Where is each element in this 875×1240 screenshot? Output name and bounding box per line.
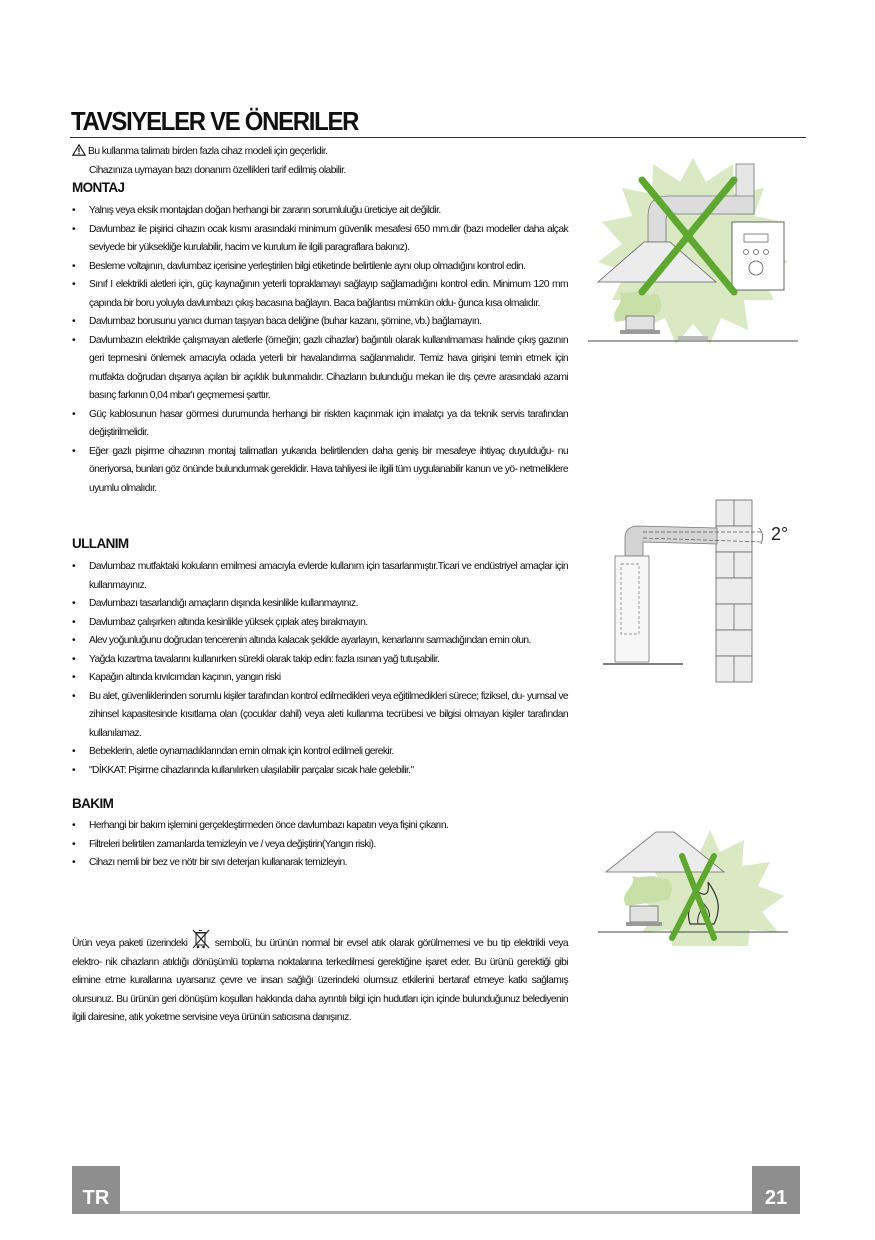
list-item: • Davlumbaz ile pişirici cihazın ocak kısmı arasındaki minimum güvenlik mesafesi 650 mm.dir (bazı modeller daha alçak seviyede bir yüksekliğe kurulabilir, hacim ve kurulum ile ilgili paragraflara bakınız). bbox=[72, 221, 568, 258]
language-code: TR bbox=[82, 1187, 110, 1209]
title-rule bbox=[70, 137, 806, 138]
page-title: TAVSIYELER VE ÖNERILER bbox=[71, 106, 359, 136]
list-item: • "DİKKAT: Pişirme cihazlarında kullanılırken ulaşılabilir parçalar sıcak hale gelebilir." bbox=[72, 762, 568, 781]
montaj-heading: MONTAJ bbox=[72, 180, 125, 195]
language-tab bbox=[72, 1166, 120, 1214]
model-note bbox=[72, 142, 346, 180]
note-line-2: Cihazınıza uymayan bazı donanım özellikleri tarif edilmiş olabilir. bbox=[89, 165, 346, 176]
list-item: • Eğer gazlı pişirme cihazının montaj talimatları yukarıda belirtilenden daha geniş bir mesafeye ihtiyaç duyulduğu- nu öneriyorsa, bunları göz önünde bulundurmak gereklidir. Hava tahliyesi ile ilgili tüm uygulanabilir kanun ve yö- netmeliklere uyumlu olmalıdır. bbox=[72, 443, 568, 499]
list-item: • Davlumbaz çalışırken altında kesinlikle yüksek çıplak ateş bırakmayın. bbox=[72, 614, 568, 633]
angle-label: 2° bbox=[771, 524, 789, 544]
disposal-paragraph bbox=[72, 928, 568, 1028]
list-item: • Davlumbaz borusunu yanıcı duman taşıyan baca deliğine (buhar kazanı, şömine, vb.) bağlamayın. bbox=[72, 313, 568, 332]
list-item: • Bu alet, güvenliklerinden sorumlu kişiler tarafından kontrol edilmedikleri veya eğitilmedikleri sürece; fiziksel, du- yumsal ve zihinsel kapasitesinde kısıtlama olan (çocuklar dahil) veya aleti kullanma tecrübesi ve bilgisi olmayan kişiler tarafından kullanılamaz. bbox=[72, 688, 568, 744]
brick-wall bbox=[716, 500, 752, 682]
montaj-list bbox=[72, 202, 568, 498]
crossed-bin-icon bbox=[191, 928, 211, 950]
page-number-tab bbox=[752, 1166, 800, 1214]
bakim-list bbox=[72, 817, 568, 873]
list-item: • Besleme voltajının, davlumbaz içerisine yerleştirilen bilgi etiketinde belirtilenle aynı olup olmadığını kontrol edin. bbox=[72, 258, 568, 277]
bakim-heading: BAKIM bbox=[72, 796, 114, 811]
footer-rule bbox=[120, 1211, 752, 1214]
list-item: • Alev yoğunluğunu doğrudan tencerenin altında kalacak şekilde ayarlayın, kenarlarını sarmadığından emin olun. bbox=[72, 632, 568, 651]
disposal-text-start: Ürün veya paketi üzerindeki bbox=[72, 938, 188, 949]
list-item: • Herhangi bir bakım işlemini gerçekleştirmeden önce davlumbazı kapatın veya fişini çıkarın. bbox=[72, 817, 568, 836]
page-number: 21 bbox=[764, 1187, 788, 1209]
list-item: • Güç kablosunun hasar görmesi durumunda herhangi bir riskten kaçınmak için imalatçı ya da teknik servis tarafından değiştirilmelidir. bbox=[72, 406, 568, 443]
flame-warning-figure bbox=[598, 826, 788, 946]
list-item: • Yalnış veya eksik montajdan doğan herhangi bir zararın sorumluluğu üreticiye ait değildir. bbox=[72, 202, 568, 221]
kullanim-heading: ULLANIM bbox=[72, 536, 129, 551]
warning-triangle-icon bbox=[72, 144, 86, 156]
duct-angle-figure bbox=[603, 498, 803, 684]
list-item: • Sınıf I elektrikli aletleri için, güç kaynağının yeterli topraklamayı sağlayıp sağlamadığını kontrol edin. Minimum 120 mm çapında bir boru yoluyla davlumbazı çıkış bacasına bağlayın. Baca bağlantısı mümkün oldu- ğunca kısa olmalıdır. bbox=[72, 276, 568, 313]
list-item: • Cihazı nemli bir bez ve nötr bir sıvı deterjan kullanarak temizleyin. bbox=[72, 854, 568, 873]
disposal-text-rest: sembolü, bu ürünün normal bir evsel atık olarak görülmemesi ve bu tip elektrikli veya elektro- nik cihazların atıldığı dönüşümlü toplama noktalarına terkedilmesi gerektiğine işaret eder. Bu ürünü gerektiği gibi elimine etme kurallarına uyarsanız çevre ve insan sağlığı üzerindeki olumsuz etkilerini bertaraf etmeye katkı sağlamış olursunuz. Bu ürünün geri dönüşüm koşulları hakkında daha ayrıntılı bilgi için hudutları için içinde bulunduğunuz belediyenin ilgili dairesine, atık yoketme servisine veya ürünün satıcısına danışınız. bbox=[72, 938, 569, 1023]
list-item: • Davlumbazı tasarlandığı amaçların dışında kesinlikle kullanmayınız. bbox=[72, 595, 568, 614]
hood-burner-figure bbox=[588, 150, 798, 346]
kullanim-list bbox=[72, 558, 568, 780]
list-item: • Filtreleri belirtilen zamanlarda temizleyin ve / veya değiştirin(Yangın riski). bbox=[72, 836, 568, 855]
list-item: • Yağda kızartma tavalarını kullanırken sürekli olarak takip edin: fazla ısınan yağ tutuşabilir. bbox=[72, 651, 568, 670]
list-item: • Bebeklerin, aletle oynamadıklarından emin olmak için kontrol edilmeli gerekir. bbox=[72, 743, 568, 762]
list-item: • Davlumbazın elektrikle çalışmayan aletlerle (örneğin; gazlı cihazlar) bağıntılı olarak kullanılmaması halinde çıkış gazının geri tepmesini önlemek amacıyla odada yeterli bir havalandırma sağlanmalıdır. Temiz hava girişini temin etmek için mutfakta doğrudan dışarıya açılan bir açıklık bulunmalıdır. Cihazların bulunduğu mekan ile dış çevre arasındaki azami basınç farkının 0,04 mbar'ı geçmemesi şarttır. bbox=[72, 332, 568, 406]
list-item: • Kapağın altında kıvılcımdan kaçının, yangın riski bbox=[72, 669, 568, 688]
list-item: • Davlumbaz mutfaktaki kokuların emilmesi amacıyla evlerde kullanım için tasarlanmıştır.Ticari ve endüstriyel amaçlar için kullanmayınız. bbox=[72, 558, 568, 595]
note-line-1: Bu kullanma talimatı birden fazla cihaz modeli için geçerlidir. bbox=[88, 146, 328, 157]
